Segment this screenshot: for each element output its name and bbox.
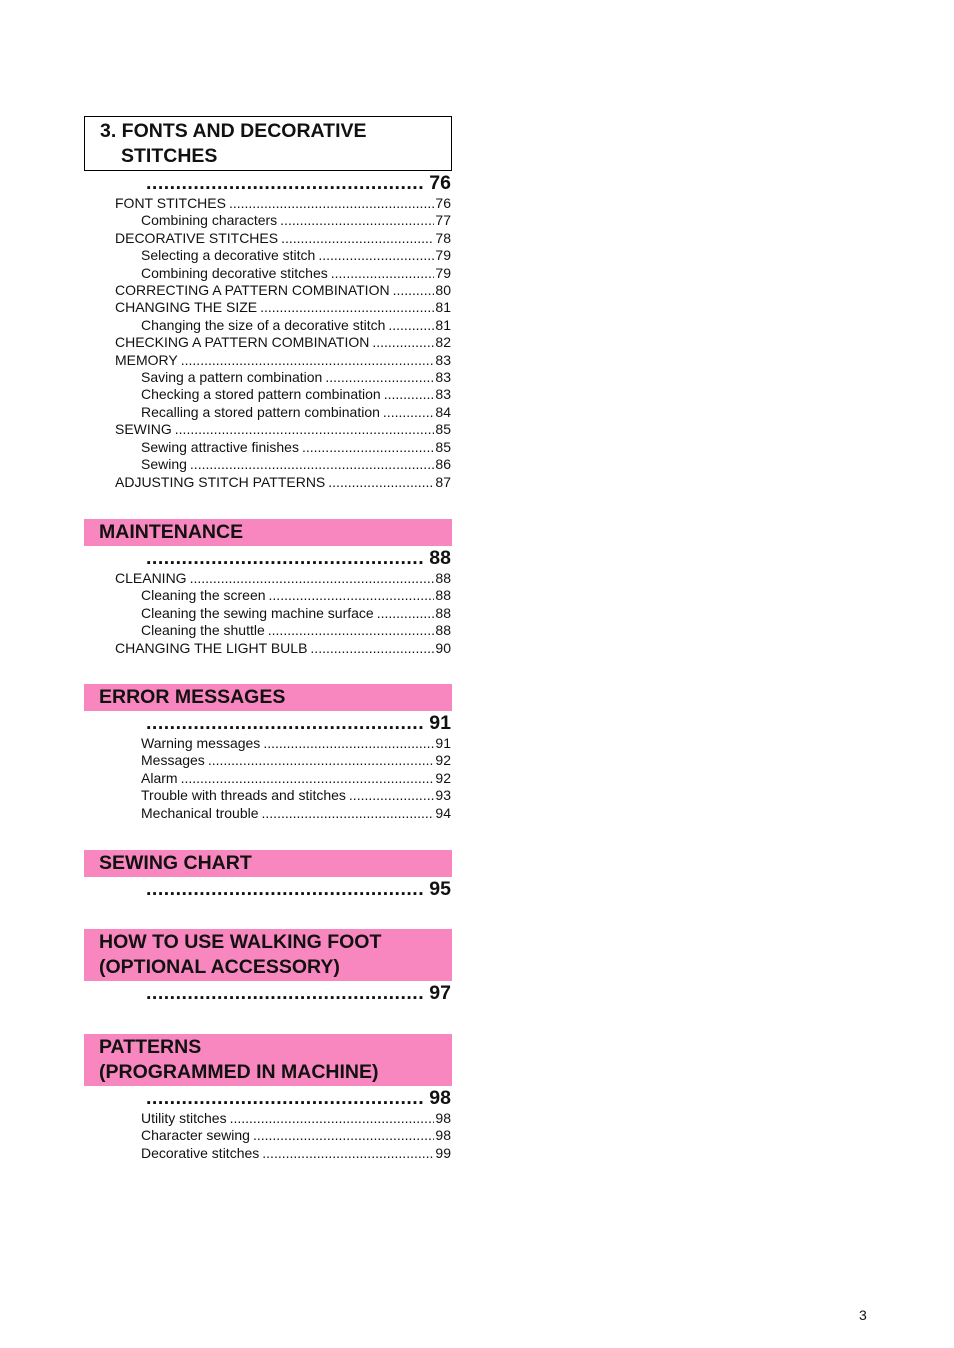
entry-page: 83 <box>435 369 451 386</box>
section-page-ref[interactable] <box>146 711 451 735</box>
toc-entry[interactable] <box>141 265 451 282</box>
entry-page: 79 <box>435 247 451 264</box>
entry-page: 83 <box>435 386 451 403</box>
dot-leader <box>146 711 423 735</box>
section-page-number: 88 <box>429 546 451 569</box>
entry-label: Sewing <box>141 456 187 473</box>
section-title-line1: MAINTENANCE <box>99 520 244 543</box>
entry-page: 98 <box>435 1109 451 1126</box>
entry-label: Alarm <box>141 769 178 786</box>
dot-leader <box>266 587 434 604</box>
toc-section-error-messages <box>84 684 452 822</box>
entry-label: Recalling a stored pattern combination <box>141 403 380 420</box>
toc-section-patterns <box>84 1034 452 1162</box>
dot-leader <box>178 770 434 787</box>
entry-label: Character sewing <box>141 1127 250 1144</box>
dot-leader <box>315 247 434 264</box>
toc-entry[interactable] <box>141 386 451 403</box>
entry-page: 88 <box>435 604 451 621</box>
section-page-ref[interactable] <box>146 981 451 1005</box>
toc-entry[interactable] <box>115 352 451 369</box>
entry-page: 85 <box>435 421 451 438</box>
toc-entry[interactable] <box>141 770 451 787</box>
toc-entry[interactable] <box>141 1145 451 1162</box>
dot-leader <box>146 877 423 901</box>
toc-entry[interactable] <box>115 299 451 316</box>
section-heading <box>84 850 452 877</box>
dot-leader <box>259 805 434 822</box>
entry-list <box>84 1110 451 1162</box>
section-heading <box>84 116 452 171</box>
entry-page: 82 <box>435 334 451 351</box>
dot-leader <box>187 570 434 587</box>
toc-section-sewing-chart <box>84 850 452 901</box>
entry-page: 77 <box>435 212 451 229</box>
entry-page: 79 <box>435 264 451 281</box>
dot-leader <box>346 787 434 804</box>
entry-label: CLEANING <box>115 569 187 586</box>
entry-label: ADJUSTING STITCH PATTERNS <box>115 473 326 490</box>
table-of-contents <box>84 116 452 1162</box>
toc-entry[interactable] <box>141 456 451 473</box>
dot-leader <box>278 230 434 247</box>
section-page-number: 91 <box>429 711 451 734</box>
toc-entry[interactable] <box>115 640 451 657</box>
entry-label: MEMORY <box>115 351 178 368</box>
entry-page: 93 <box>435 787 451 804</box>
dot-leader <box>369 334 434 351</box>
section-heading <box>84 684 452 711</box>
section-page-ref[interactable] <box>146 877 451 901</box>
toc-entry[interactable] <box>141 752 451 769</box>
entry-label: Combining characters <box>141 212 278 229</box>
entry-page: 88 <box>435 569 451 586</box>
section-heading <box>84 519 452 546</box>
dot-leader <box>299 439 434 456</box>
toc-entry[interactable] <box>141 1127 451 1144</box>
section-page-number: 97 <box>429 981 451 1004</box>
section-page-number: 98 <box>429 1086 451 1109</box>
entry-label: Selecting a decorative stitch <box>141 247 316 264</box>
toc-entry[interactable] <box>141 247 451 264</box>
toc-entry[interactable] <box>141 622 451 639</box>
section-page-ref[interactable] <box>146 171 451 195</box>
entry-label: Saving a pattern combination <box>141 369 323 386</box>
entry-page: 87 <box>435 473 451 490</box>
toc-section-walking-foot <box>84 929 452 1005</box>
entry-page: 81 <box>435 299 451 316</box>
entry-label: FONT STITCHES <box>115 195 226 211</box>
entry-page: 92 <box>435 769 451 786</box>
entry-list <box>84 735 451 822</box>
entry-page: 90 <box>435 639 451 656</box>
dot-leader <box>325 474 434 491</box>
toc-entry[interactable] <box>115 334 451 351</box>
dot-leader <box>178 352 434 369</box>
toc-entry[interactable] <box>141 735 451 752</box>
entry-page: 98 <box>435 1127 451 1144</box>
entry-page: 83 <box>435 351 451 368</box>
toc-entry[interactable] <box>141 439 451 456</box>
toc-entry[interactable] <box>115 570 451 587</box>
section-page-number: 76 <box>429 172 451 194</box>
dot-leader <box>172 421 434 438</box>
section-heading <box>84 1034 452 1086</box>
entry-label: CHANGING THE SIZE <box>115 299 258 316</box>
section-title-line2: STITCHES <box>121 145 218 167</box>
dot-leader <box>227 1110 434 1127</box>
entry-page: 99 <box>435 1144 451 1161</box>
entry-label: DECORATIVE STITCHES <box>115 229 279 246</box>
toc-entry[interactable] <box>141 212 451 229</box>
toc-section-maintenance <box>84 519 452 657</box>
dot-leader <box>146 1086 423 1110</box>
section-page-ref[interactable] <box>146 546 451 570</box>
entry-label: Mechanical trouble <box>141 804 259 821</box>
dot-leader <box>390 282 434 299</box>
dot-leader <box>322 369 434 386</box>
toc-entry[interactable] <box>141 404 451 421</box>
toc-entry[interactable] <box>115 282 451 299</box>
section-title-line1: ERROR MESSAGES <box>99 685 286 708</box>
entry-label: CORRECTING A PATTERN COMBINATION <box>115 282 390 299</box>
entry-page: 88 <box>435 587 451 604</box>
entry-list <box>84 195 451 491</box>
dot-leader <box>146 981 423 1005</box>
dot-leader <box>277 212 434 229</box>
entry-page: 84 <box>435 403 451 420</box>
toc-entry[interactable] <box>141 369 451 386</box>
dot-leader <box>307 640 434 657</box>
dot-leader <box>259 1145 434 1162</box>
section-page-ref[interactable] <box>146 1086 451 1110</box>
dot-leader <box>380 404 434 421</box>
entry-label: CHECKING A PATTERN COMBINATION <box>115 334 370 351</box>
toc-entry[interactable] <box>115 421 451 438</box>
entry-label: Utility stitches <box>141 1109 227 1126</box>
entry-page: 92 <box>435 752 451 769</box>
toc-section-fonts <box>84 116 452 491</box>
entry-label: SEWING <box>115 421 172 438</box>
section-heading <box>84 929 452 981</box>
entry-label: Checking a stored pattern combination <box>141 386 381 403</box>
dot-leader <box>385 317 434 334</box>
dot-leader <box>374 605 434 622</box>
entry-page: 85 <box>435 438 451 455</box>
dot-leader <box>260 735 434 752</box>
entry-label: Cleaning the shuttle <box>141 622 265 639</box>
dot-leader <box>250 1127 434 1144</box>
entry-label: Warning messages <box>141 734 261 751</box>
toc-entry[interactable] <box>115 230 451 247</box>
toc-entry[interactable] <box>141 787 451 804</box>
toc-entry[interactable] <box>141 587 451 604</box>
section-page-number: 95 <box>429 877 451 900</box>
dot-leader <box>328 265 434 282</box>
entry-page: 94 <box>435 804 451 821</box>
toc-entry[interactable] <box>141 317 451 334</box>
entry-page: 80 <box>435 282 451 299</box>
page-number: 3 <box>859 1307 867 1323</box>
dot-leader <box>146 171 423 195</box>
entry-label: Cleaning the screen <box>141 587 266 604</box>
entry-label: Changing the size of a decorative stitch <box>141 316 386 333</box>
toc-entry[interactable] <box>141 1110 451 1127</box>
toc-entry[interactable] <box>115 474 451 491</box>
dot-leader <box>257 299 434 316</box>
entry-label: Combining decorative stitches <box>141 264 328 281</box>
entry-label: CHANGING THE LIGHT BULB <box>115 639 308 656</box>
section-title-line1: SEWING CHART <box>99 851 252 874</box>
entry-page: 76 <box>435 195 451 211</box>
entry-page: 81 <box>435 316 451 333</box>
entry-label: Sewing attractive finishes <box>141 438 299 455</box>
entry-page: 86 <box>435 456 451 473</box>
entry-label: Messages <box>141 752 205 769</box>
toc-entry[interactable] <box>115 195 451 212</box>
dot-leader <box>146 546 423 570</box>
toc-entry[interactable] <box>141 805 451 822</box>
entry-page: 88 <box>435 622 451 639</box>
dot-leader <box>205 752 434 769</box>
section-title-line1: HOW TO USE WALKING FOOT <box>99 930 382 953</box>
dot-leader <box>226 195 434 212</box>
dot-leader <box>381 386 434 403</box>
section-title-line2: (OPTIONAL ACCESSORY) <box>99 955 340 978</box>
toc-entry[interactable] <box>141 605 451 622</box>
entry-label: Trouble with threads and stitches <box>141 787 346 804</box>
section-title-line1: 3. FONTS AND DECORATIVE <box>100 120 367 142</box>
dot-leader <box>265 622 434 639</box>
entry-page: 78 <box>435 229 451 246</box>
section-title-line2: (PROGRAMMED IN MACHINE) <box>99 1060 379 1083</box>
entry-list <box>84 570 451 657</box>
dot-leader <box>187 456 434 473</box>
entry-label: Decorative stitches <box>141 1144 260 1161</box>
section-title-line1: PATTERNS <box>99 1035 202 1058</box>
entry-label: Cleaning the sewing machine surface <box>141 604 374 621</box>
entry-page: 91 <box>435 734 451 751</box>
